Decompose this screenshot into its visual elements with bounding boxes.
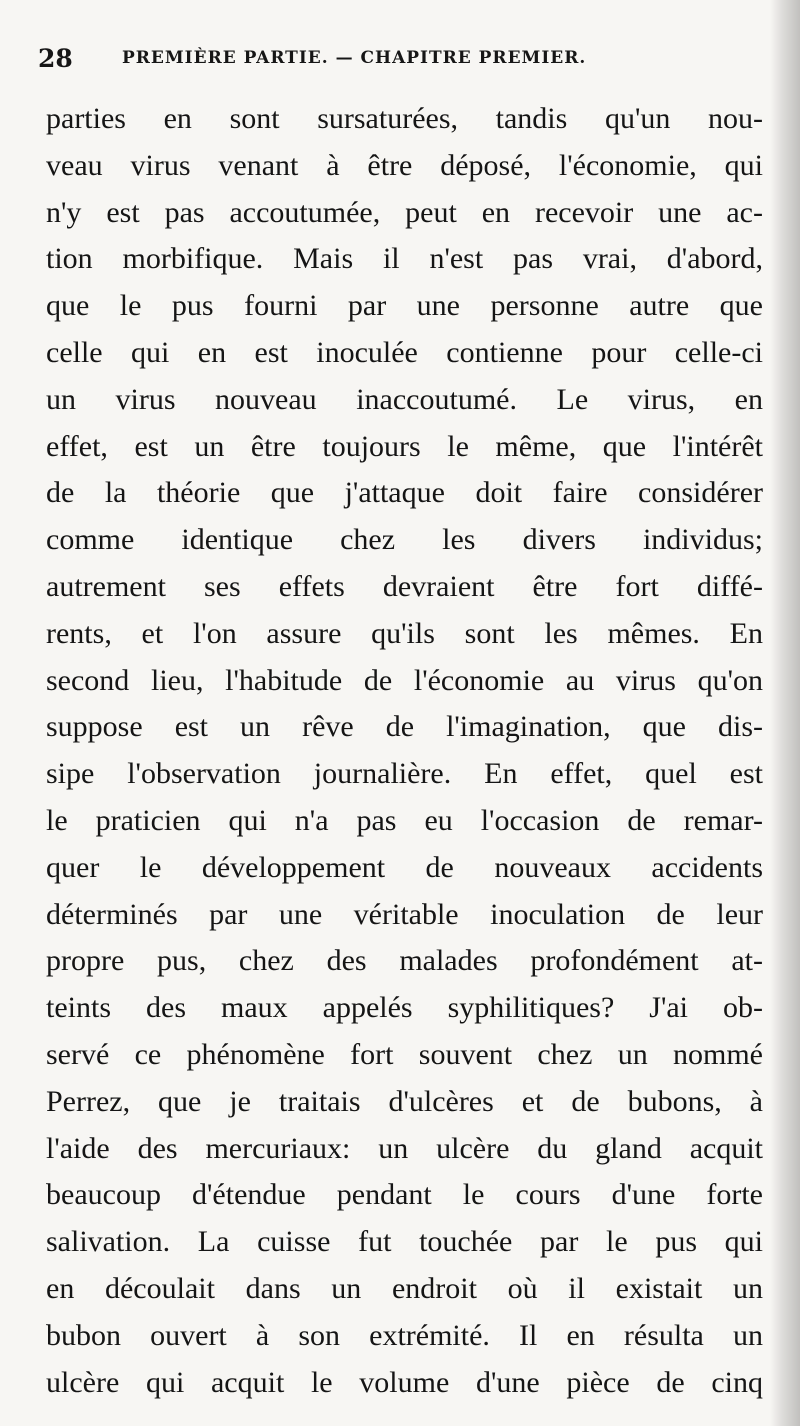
running-head: PREMIÈRE PARTIE. — CHAPITRE PREMIER. bbox=[122, 48, 587, 68]
text-line: de la théorie que j'attaque doit faire considérer bbox=[46, 476, 763, 510]
text-line: tion morbifique. Mais il n'est pas vrai, d'abord, bbox=[46, 242, 763, 276]
body-text bbox=[46, 96, 763, 1406]
text-line: servé ce phénomène fort souvent chez un nommé bbox=[46, 1037, 763, 1071]
text-line: bubon ouvert à son extrémité. Il en résulta un bbox=[46, 1318, 763, 1352]
text-line: parties en sont sursaturées, tandis qu'un nou- bbox=[46, 102, 763, 135]
text-line: que le pus fourni par une personne autre que bbox=[46, 289, 763, 323]
text-line: l'aide des mercuriaux: un ulcère du gland acquit bbox=[46, 1131, 763, 1165]
text-line: autrement ses effets devraient être fort diffé- bbox=[46, 569, 763, 603]
text-line: n'y est pas accoutumée, peut en recevoir une ac- bbox=[46, 195, 763, 229]
page-number: 28 bbox=[38, 44, 73, 73]
text-line: beaucoup d'étendue pendant le cours d'une forte bbox=[46, 1178, 763, 1212]
text-line: suppose est un rêve de l'imagination, que dis- bbox=[46, 710, 763, 744]
page-header bbox=[38, 44, 768, 78]
text-line: en découlait dans un endroit où il existait un bbox=[46, 1271, 763, 1305]
text-line: second lieu, l'habitude de l'économie au virus qu'on bbox=[46, 663, 763, 697]
text-line: effet, est un être toujours le même, que l'intérêt bbox=[46, 429, 763, 463]
page-edge-shadow bbox=[770, 0, 800, 1426]
text-line: quer le développement de nouveaux accidents bbox=[46, 850, 763, 884]
text-line: déterminés par une véritable inoculation de leur bbox=[46, 897, 763, 931]
text-line: sipe l'observation journalière. En effet, quel est bbox=[46, 757, 763, 791]
text-line: salivation. La cuisse fut touchée par le pus qui bbox=[46, 1225, 763, 1259]
text-line: le praticien qui n'a pas eu l'occasion de remar- bbox=[46, 803, 763, 837]
text-line: comme identique chez les divers individus; bbox=[46, 523, 763, 557]
text-line: celle qui en est inoculée contienne pour celle-ci bbox=[46, 335, 763, 369]
text-line: ulcère qui acquit le volume d'une pièce de cinq bbox=[46, 1365, 763, 1399]
text-line: Perrez, que je traitais d'ulcères et de bubons, à bbox=[46, 1084, 763, 1118]
text-line: teints des maux appelés syphilitiques? J'ai ob- bbox=[46, 991, 763, 1025]
text-line: veau virus venant à être déposé, l'économie, qui bbox=[46, 148, 763, 182]
text-line: rents, et l'on assure qu'ils sont les mêmes. En bbox=[46, 616, 763, 650]
text-line: propre pus, chez des malades profondément at- bbox=[46, 944, 763, 978]
text-line: un virus nouveau inaccoutumé. Le virus, en bbox=[46, 382, 763, 416]
